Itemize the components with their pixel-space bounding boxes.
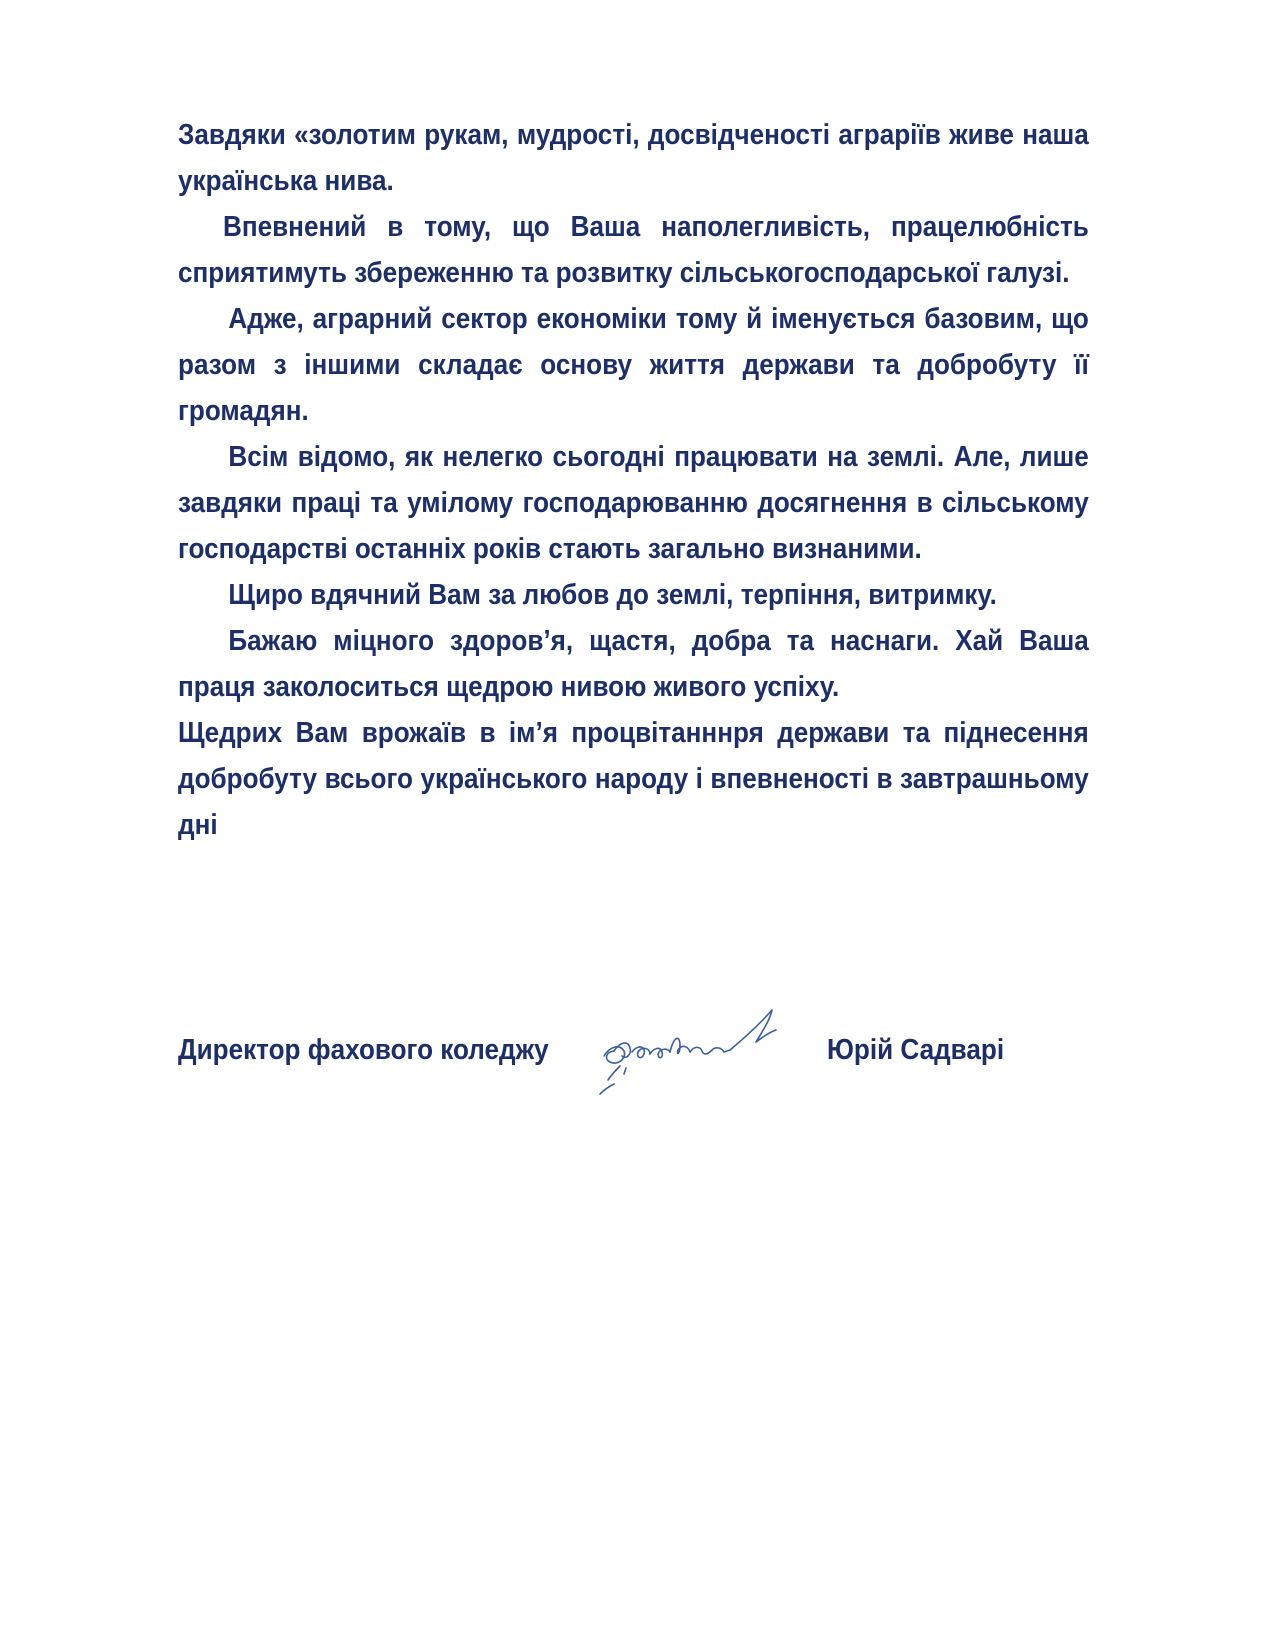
paragraph-6: Бажаю міцного здоров’я, щастя, добра та наснаги. Хай Ваша праця заколоситься щедрою нивою живого успіху.	[178, 625, 1089, 703]
paragraph-2: Впевнений в тому, що Ваша наполегливість, працелюбність сприятимуть збереженню та розвитку сільськогосподарської галузі.	[178, 211, 1089, 289]
signer-name: Юрій Садварі	[827, 1034, 1005, 1066]
paragraph-1: Завдяки «золотим рукам, мудрості, досвідченості аграріїв живе наша українська нива.	[178, 119, 1089, 197]
letter-body	[178, 112, 1089, 848]
paragraph-4: Всім відомо, як нелегко сьогодні працювати на землі. Але, лише завдяки праці та умілому господарюванню досягнення в сільському господарстві останніх років стають загально визнаними.	[178, 441, 1089, 565]
paragraph-7: Щедрих Вам врожаїв в ім’я процвітанннря держави та піднесення добробуту всього українського народу і впевненості в завтрашньому дні	[178, 717, 1089, 841]
paragraph-5: Щиро вдячний Вам за любов до землі, терпіння, витримку.	[228, 579, 997, 611]
signer-title: Директор фахового коледжу	[178, 1034, 549, 1066]
handwritten-signature	[596, 996, 802, 1106]
paragraph-3: Адже, аграрний сектор економіки тому й іменується базовим, що разом з іншими складає основу життя держави та добробуту її громадян.	[178, 303, 1089, 427]
